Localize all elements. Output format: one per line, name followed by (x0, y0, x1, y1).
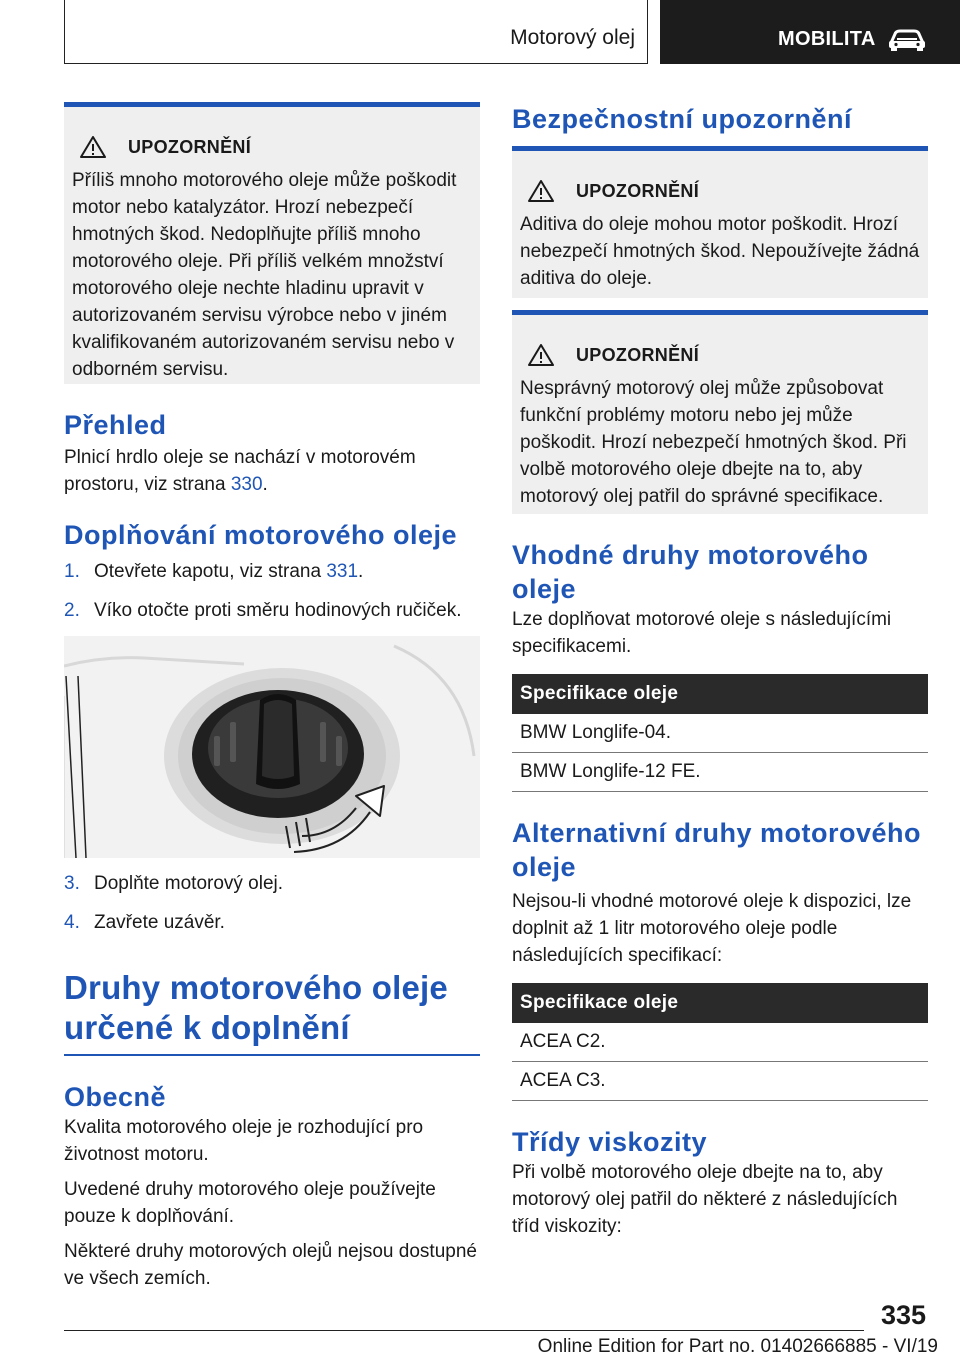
warning-title-text: UPOZORNĚNÍ (576, 344, 700, 365)
step-text: Víko otočte proti směru hodinových ručiček. (94, 600, 462, 621)
warning-text: Příliš mnoho motorového oleje může poškodit motor nebo katalyzátor. Hrozí nebezpečí hmotných škod. Nedoplňujte příliš mnoho motorového oleje. Při příliš velkém množství motorového oleje nechte hladinu upravit v autorizovaném servisu výrobce nebo v jiném kvalifikovaném autorizovaném servisu nebo v odborném servisu. (72, 170, 457, 380)
heading-tridy: Třídy viskozity (512, 1127, 708, 1157)
page-link-330[interactable]: 330 (230, 474, 263, 495)
car-icon (888, 28, 926, 52)
obecne-p1: Kvalita motorového oleje je rozhodující pro životnost motoru. (64, 1117, 424, 1165)
step-text (94, 558, 363, 585)
edition-info: Online Edition for Part no. 01402666885 - VI/19 (537, 1336, 938, 1357)
page-footer (0, 1300, 960, 1362)
spec-table-alternative (512, 983, 928, 1101)
warning-text: Nesprávný motorový olej může způsobovat funkční problémy motoru nebo jej může poškodit. Hrozí nebezpečí hmotných škod. Při volbě motorového oleje dbejte na to, aby motorový olej patřil do správné specifikace. (520, 378, 907, 507)
page-header (0, 0, 960, 66)
table-row: ACEA C3. (512, 1062, 928, 1101)
table-row: BMW Longlife-04. (512, 714, 928, 753)
heading-bezpecnostni: Bezpečnostní upozornění (512, 104, 853, 134)
step-text: Zavřete uzávěr. (94, 912, 225, 933)
steps-list-1 (64, 558, 480, 624)
step-text-main: Otevřete kapotu, viz strana (94, 561, 327, 582)
alternativni-text: Nejsou-li vhodné motorové oleje k dispozici, lze doplnit až 1 litr motorového oleje podle následujících specifikací: (512, 891, 912, 966)
vhodne-text: Lze doplňovat motorové oleje s následujícími specifikacemi. (512, 609, 892, 657)
step-number: 3. (64, 873, 80, 894)
tridy-text: Při volbě motorového oleje dbejte na to, aby motorový olej patřil do některé z následujících tříd viskozity: (512, 1162, 898, 1237)
step-item (64, 870, 480, 897)
table-row: ACEA C2. (512, 1023, 928, 1062)
step-number: 1. (64, 561, 80, 582)
warning-title-text: UPOZORNĚNÍ (576, 180, 700, 201)
step-text-end: . (358, 561, 364, 582)
warning-title (80, 135, 472, 159)
prehled-text-end: . (262, 474, 268, 495)
left-column (64, 102, 480, 1292)
step-item (64, 597, 480, 624)
header-chapter-box (64, 0, 648, 64)
warning-box-overfill (64, 102, 480, 384)
step-number: 2. (64, 600, 80, 621)
spec-table-suitable (512, 674, 928, 792)
heading-obecne: Obecně (64, 1082, 167, 1112)
prehled-text-main: Plnicí hrdlo oleje se nachází v motorovém prostoru, viz strana (64, 447, 416, 495)
heading-prehled: Přehled (64, 410, 167, 440)
footer-divider (64, 1330, 864, 1331)
warning-text: Aditiva do oleje mohou motor poškodit. Hrozí nebezpečí hmotných škod. Nepoužívejte žádná aditiva do oleje. (520, 214, 920, 289)
warning-triangle-icon (80, 135, 106, 159)
oil-cap-drawing (64, 636, 480, 858)
table-row: BMW Longlife-12 FE. (512, 753, 928, 792)
heading-druhy: Druhy motorového oleje určené k doplnění (64, 969, 448, 1046)
heading-doplnovani: Doplňování motorového oleje (64, 520, 458, 550)
warning-triangle-icon (528, 179, 554, 203)
step-text: Doplňte motorový olej. (94, 873, 284, 894)
obecne-p2: Uvedené druhy motorového oleje používejte pouze k doplňování. (64, 1179, 436, 1227)
warning-title (528, 179, 920, 203)
heading-alternativni: Alternativní druhy motorového oleje (512, 818, 922, 882)
steps-list-2 (64, 870, 480, 936)
prehled-text (64, 444, 480, 498)
right-column (512, 102, 928, 1240)
warning-triangle-icon (528, 343, 554, 367)
section-title: MOBILITA (778, 28, 876, 50)
step-item (64, 909, 480, 936)
warning-box-wrong-oil (512, 310, 928, 514)
step-item (64, 558, 480, 585)
page-link-331[interactable]: 331 (326, 561, 359, 582)
warning-box-additives (512, 146, 928, 298)
warning-title (528, 343, 920, 367)
warning-title-text: UPOZORNĚNÍ (128, 136, 252, 157)
oil-cap-illustration (64, 636, 480, 858)
heading-vhodne: Vhodné druhy motorového oleje (512, 540, 869, 604)
table-header: Specifikace oleje (512, 983, 928, 1023)
table-header: Specifikace oleje (512, 674, 928, 714)
big-heading-block (64, 968, 480, 1056)
obecne-p3: Některé druhy motorových olejů nejsou dostupné ve všech zemích. (64, 1241, 477, 1289)
chapter-title: Motorový olej (510, 26, 635, 49)
page-number: 335 (880, 1300, 926, 1330)
header-section-box (660, 0, 960, 64)
step-number: 4. (64, 912, 80, 933)
